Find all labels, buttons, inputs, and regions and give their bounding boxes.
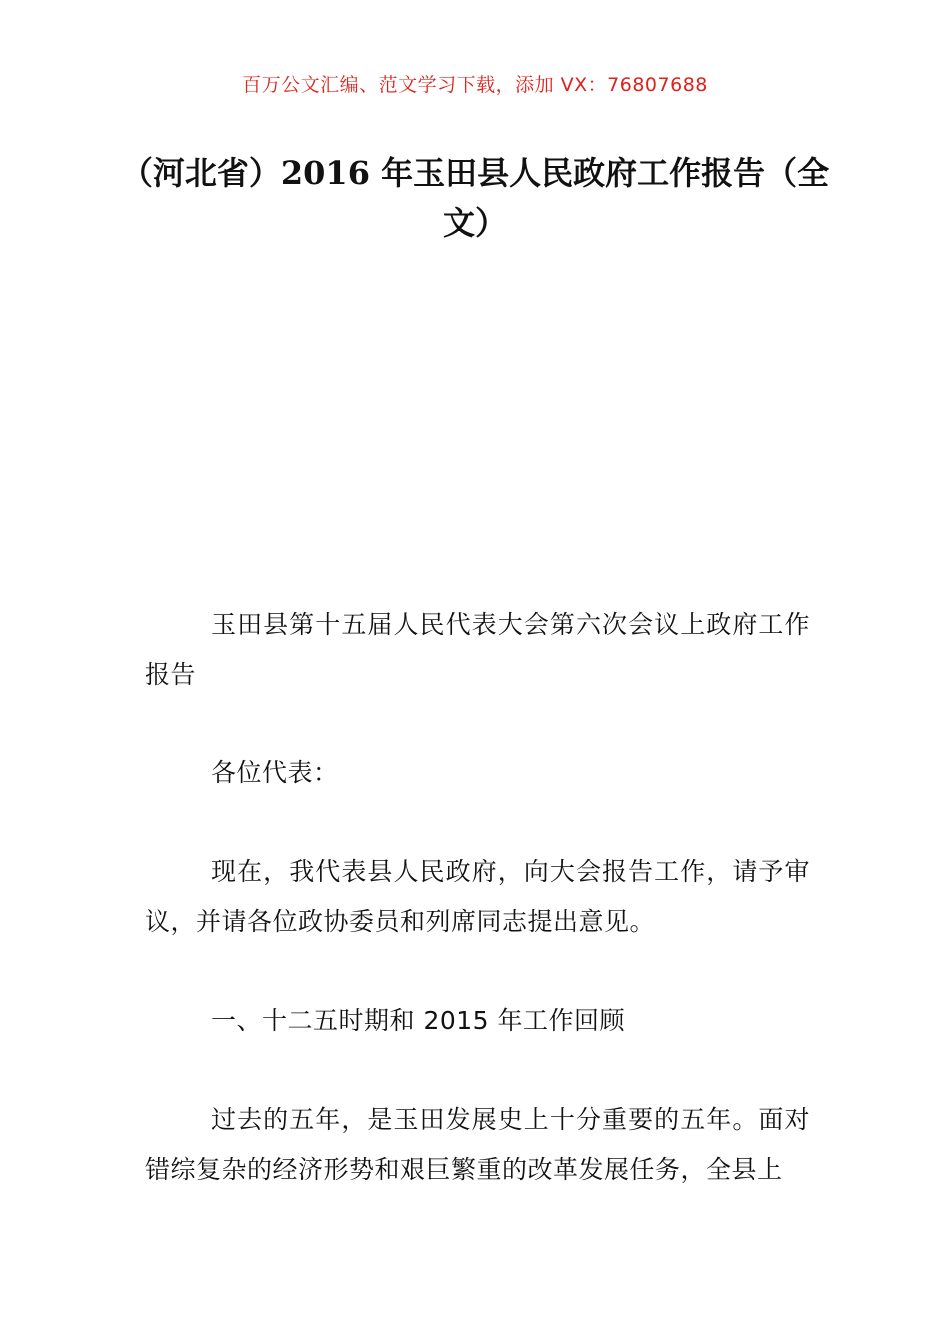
paragraph-intro <box>145 847 810 947</box>
paragraph-report-heading <box>145 600 810 700</box>
paragraph-review <box>145 1095 810 1195</box>
paragraph-text: 过去的五年，是玉田发展史上十分重要的五年。面对错综复杂的经济形势和艰巨繁重的改革发展任务，全县上 <box>145 1105 810 1184</box>
paragraph-text: 一、十二五时期和 2015 年工作回顾 <box>211 1006 626 1035</box>
header-note: 百万公文汇编、范文学习下载，添加 VX：76807688 <box>242 74 708 96</box>
paragraph-text: 各位代表： <box>211 758 339 787</box>
document-title: （河北省）2016 年玉田县人民政府工作报告（全文） <box>120 154 830 242</box>
section-heading-review <box>145 996 810 1046</box>
paragraph-salutation <box>145 748 810 798</box>
paragraph-text: 现在，我代表县人民政府，向大会报告工作，请予审议，并请各位政协委员和列席同志提出意见。 <box>145 857 810 936</box>
paragraph-text: 玉田县第十五届人民代表大会第六次会议上政府工作报告 <box>145 610 810 689</box>
